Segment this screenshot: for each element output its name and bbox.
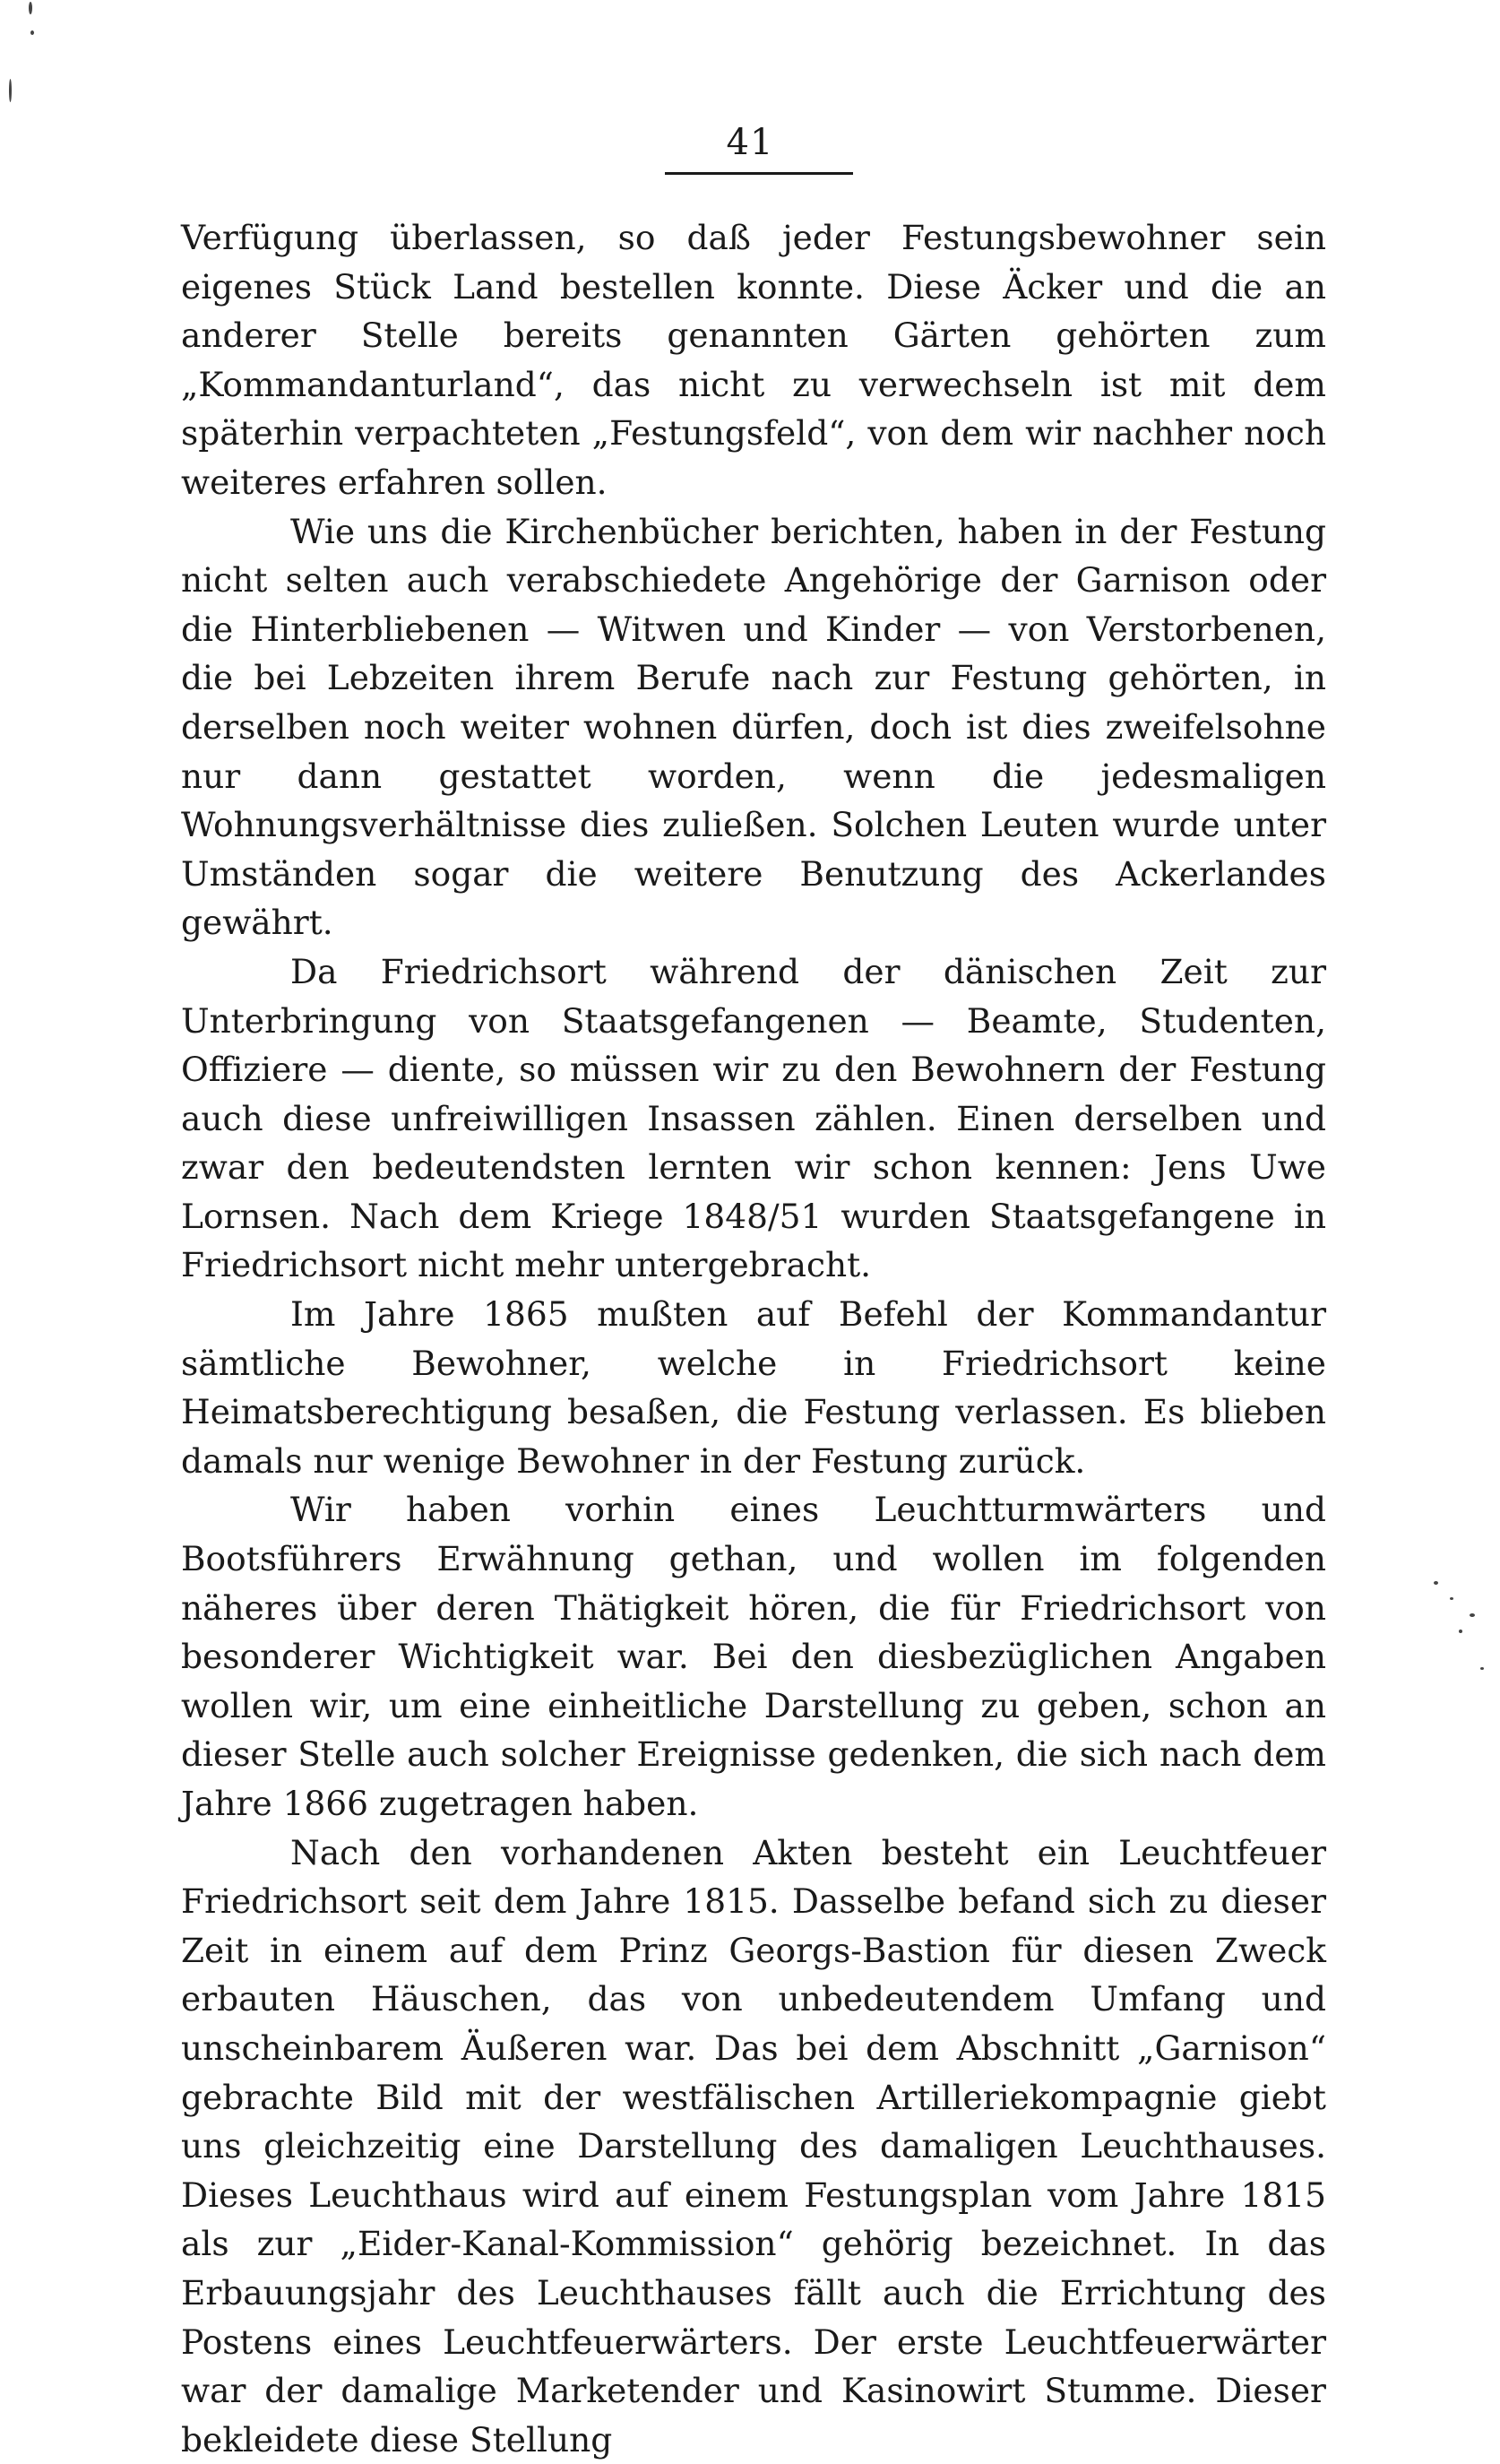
scan-speck <box>1434 1581 1438 1585</box>
scan-speck <box>30 30 34 35</box>
scan-speck <box>1459 1630 1462 1633</box>
paragraph: Da Friedrichsort während der dänischen Zeit zur Unterbringung von Staatsgefangenen — Beamte, Studenten, Offiziere — diente, so müssen wir zu den Bewohnern der Festung auch diese unfreiwilligen Insassen zählen. Einen derselben und zwar den bedeutendsten lernten wir schon kennen: Jens Uwe Lornsen. Nach dem Kriege 1848/51 wurden Staatsgefangene in Friedrichsort nicht mehr untergebracht. <box>181 951 1326 1285</box>
page-number: 41 <box>726 122 774 163</box>
scan-speck <box>1450 1597 1453 1600</box>
paragraph: Wir haben vorhin eines Leuchtturmwärters und Bootsführers Erwähnung gethan, und wollen im folgenden näheres über deren Thätigkeit hören, die für Friedrichsort von besonderer Wichtigkeit war. Bei den diesbezüglichen Angaben wollen wir, um eine einheitliche Darstellung zu geben, schon an dieser Stelle auch solcher Ereignisse gedenken, die sich nach dem Jahre 1866 zugetragen haben. <box>181 1490 1326 1823</box>
paragraph: Wie uns die Kirchenbücher berichten, haben in der Festung nicht selten auch verabschiedete Angehörige der Garnison oder die Hinterbliebenen — Witwen und Kinder — von Verstorbenen, die bei Lebzeiten ihrem Berufe nach zur Festung gehörten, in derselben noch weiter wohnen dürfen, doch ist dies zweifelsohne nur dann gestattet worden, wenn die jedesmaligen Wohnungsverhältnisse dies zuließen. Solchen Leuten wurde unter Umständen sogar die weitere Benutzung des Ackerlandes gewährt. <box>181 511 1326 943</box>
paragraph: Nach den vorhandenen Akten besteht ein Leuchtfeuer Friedrichsort seit dem Jahre 1815. Dasselbe befand sich zu dieser Zeit in einem auf dem Prinz Georgs-Bastion für diesen Zweck erbauten Häuschen, das von unbedeutendem Umfang und unscheinbarem Äußeren war. Das bei dem Abschnitt „Garnison“ gebrachte Bild mit der westfälischen Artilleriekompagnie giebt uns gleichzeitig eine Darstellung des damaligen Leuchthauses. Dieses Leuchthaus wird auf einem Festungsplan vom Jahre 1815 als zur „Eider-Kanal-Kommission“ gehörig bezeichnet. In das Erbauungsjahr des Leuchthauses fällt auch die Errichtung des Postens eines Leuchtfeuerwärters. Der erste Leuchtfeuerwärter war der damalige Marketender und Kasinowirt Stumme. Dieser bekleidete diese Stellung <box>181 1832 1326 2460</box>
scan-speck <box>1480 1667 1484 1670</box>
body-text <box>181 213 1326 2464</box>
scan-speck <box>9 79 12 102</box>
page-number-rule <box>665 172 853 175</box>
paragraph: Im Jahre 1865 mußten auf Befehl der Kommandantur sämtliche Bewohner, welche in Friedrichsort keine Heimatsberechtigung besaßen, die Festung verlassen. Es blieben damals nur wenige Bewohner in der Festung zurück. <box>181 1294 1326 1481</box>
scan-speck <box>1470 1613 1475 1617</box>
paragraph: Verfügung überlassen, so daß jeder Festungsbewohner sein eigenes Stück Land bestellen konnte. Diese Äcker und die an anderer Stelle bereits genannten Gärten gehörten zum „Kommandanturland“, das nicht zu verwechseln ist mit dem späterhin verpachteten „Festungsfeld“, von dem wir nachher noch weiteres erfahren sollen. <box>181 218 1326 502</box>
scan-speck <box>29 2 32 14</box>
